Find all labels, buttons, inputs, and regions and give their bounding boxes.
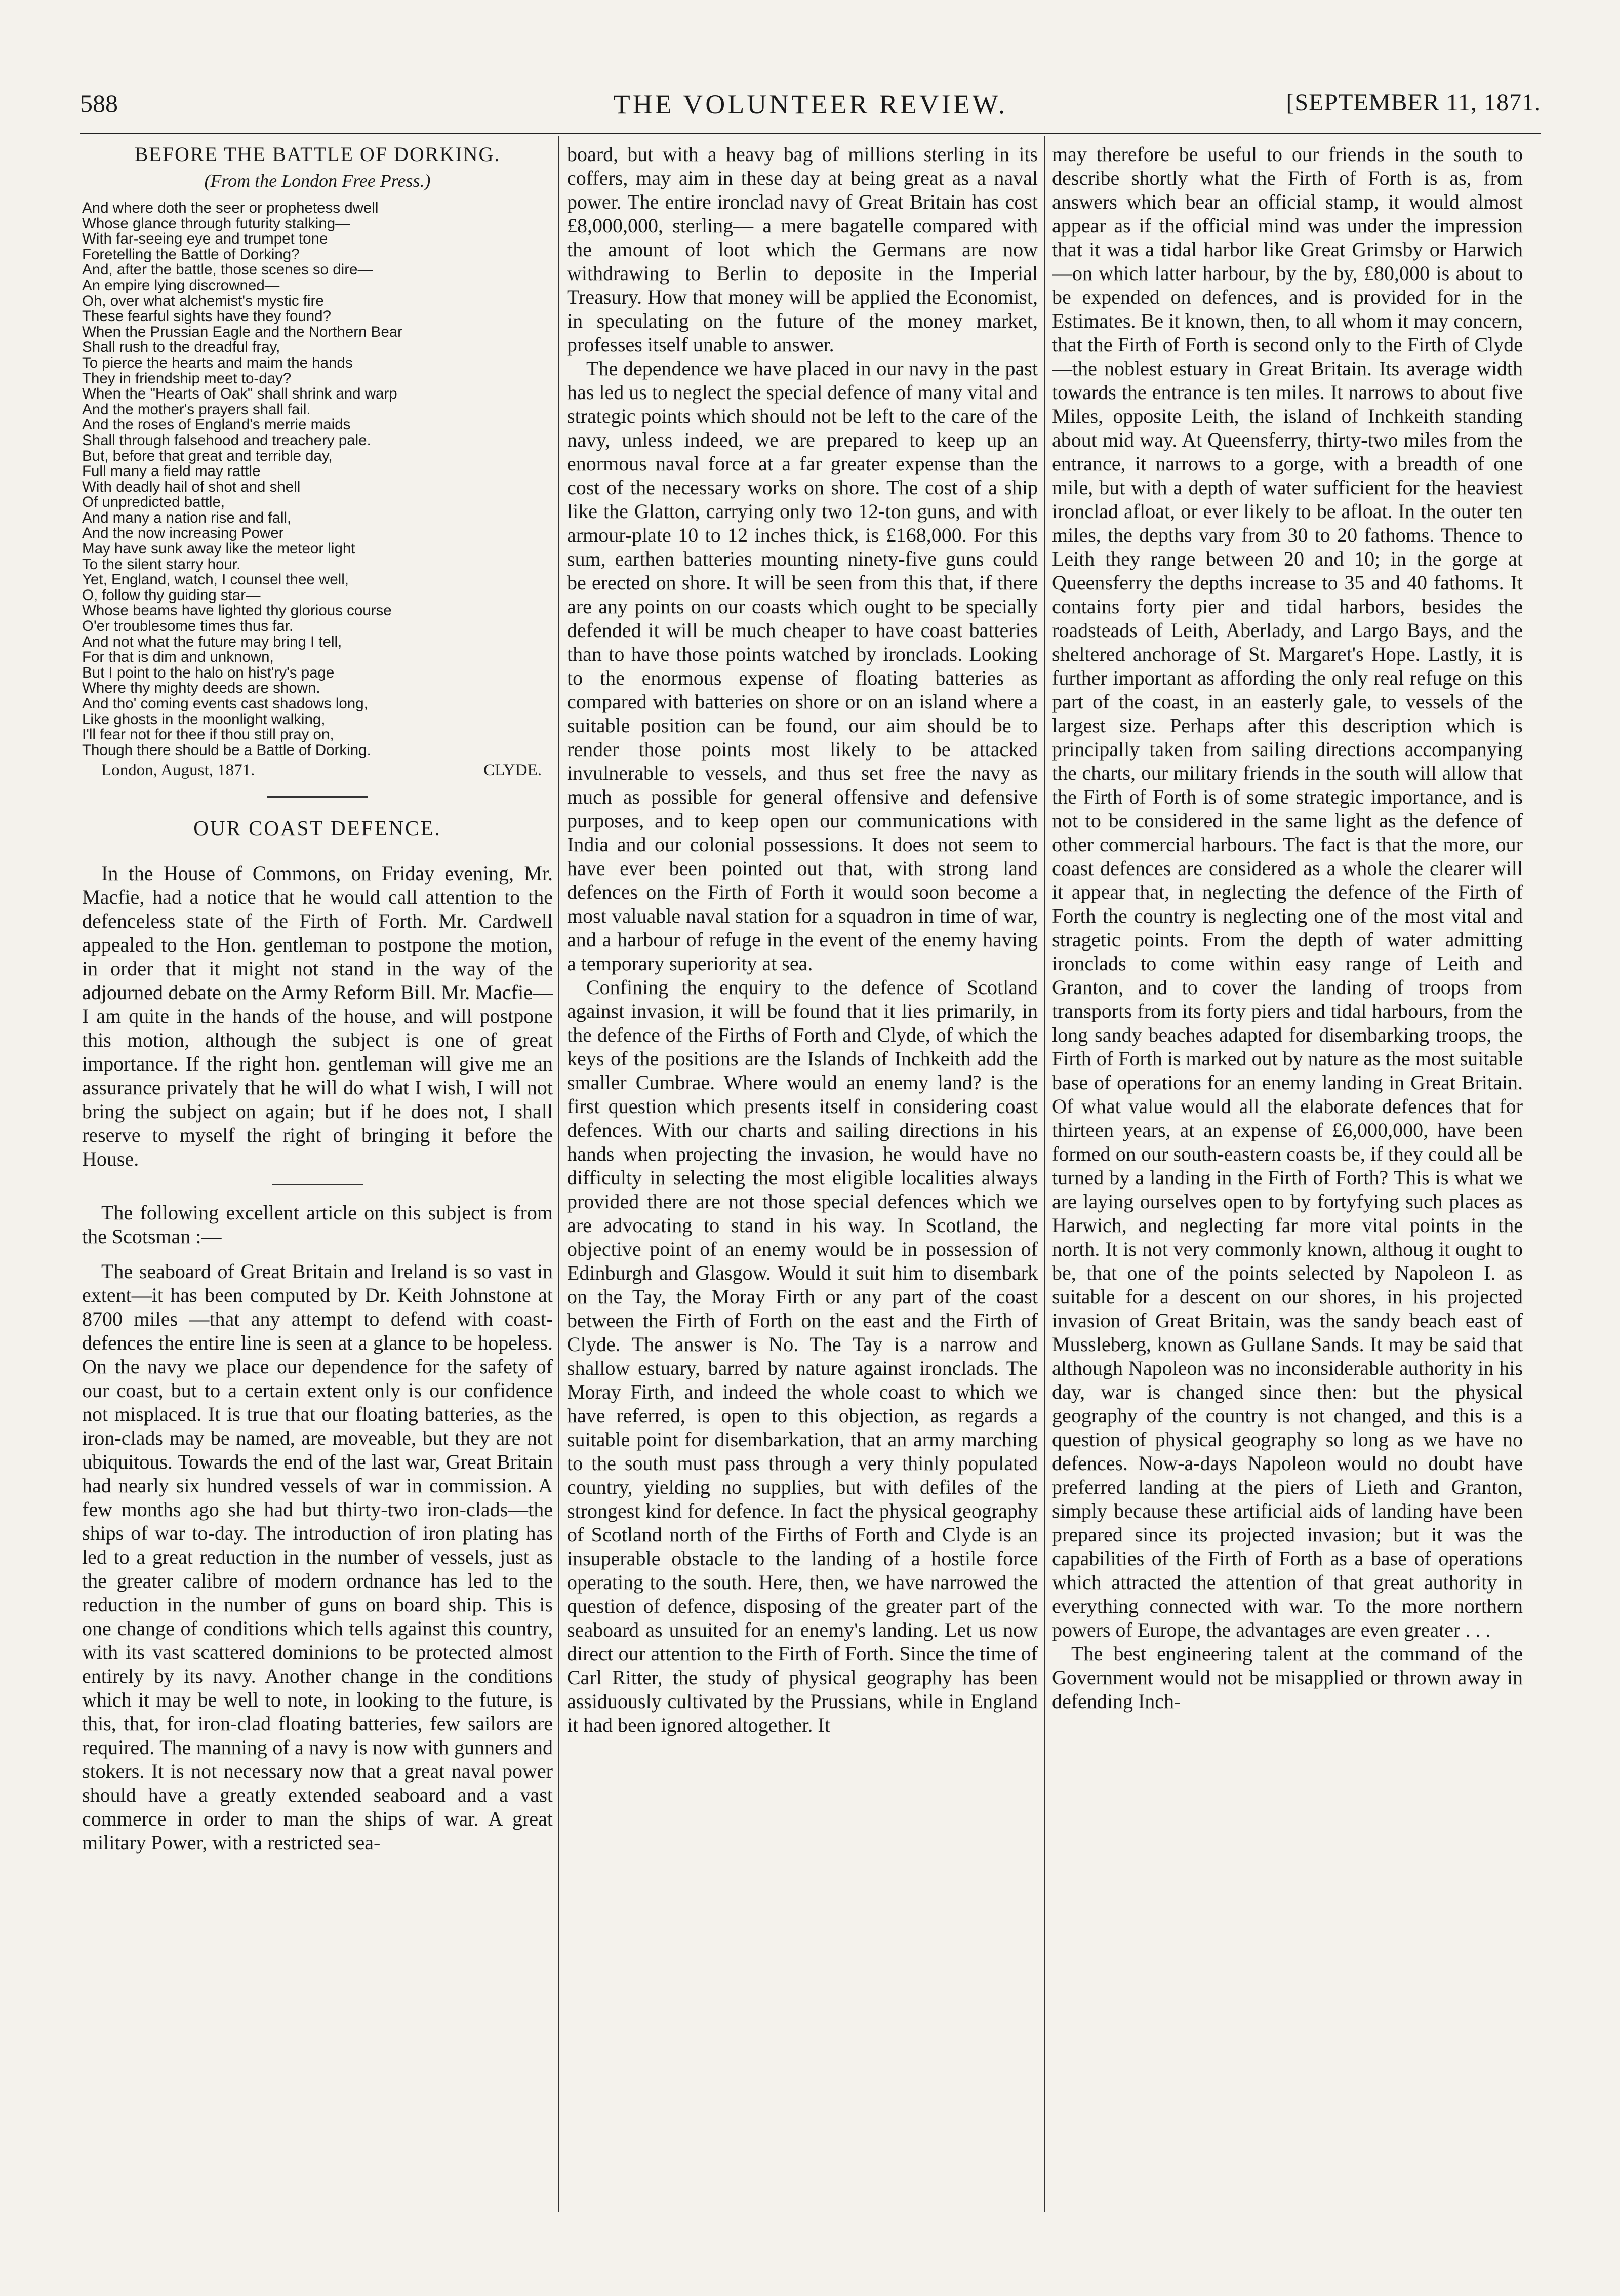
paragraph-rule (272, 1184, 363, 1185)
article-paragraph: The dependence we have placed in our navy in the past has led us to neglect the special defence of many vital and strategic points which should not be left to the care of the navy, unless indeed, we are prepared to keep up an enormous naval force at a far greater expense than the cost of the necessary works on shore. The cost of a ship like the Glatton, carrying only two 12-ton guns, and with armour-plate 10 to 12 inches thick, is £168,000. For this sum, earthen batteries mounting ninety-five guns could be erected on shore. It will be seen from this that, if there are any points on our coasts which ought to be specially defended it will be much cheaper to have coast batteries than to have those points watched by ironclads. Looking to the enormous expense of floating batteries as compared with batteries on shore or on an island where a suitable position can be found, our aim should be to render those points most likely to be attacked invulnerable to vessels, and thus set free the navy as much as possible for general offensive and defensive purposes, and to keep open our communications with India and our colonial possessions. It does not seem to have ever been pointed out that, with strong land defences on the Firth of Forth it would soon become a most valuable naval station for a squadron in time of war, and a harbour of refuge in the event of the enemy having a temporary superiority at sea. (567, 357, 1038, 975)
poem-signature-line (82, 761, 553, 780)
header-rule (80, 133, 1541, 134)
poem-text: And where doth the seer or prophetess dwell Whose glance through futurity stalking— With far-seeing eye and trumpet tone Foretelling the Battle of Dorking? And, after the battle, those scenes so dire— An empire lying discrowned— Oh, over what alchemist's mystic fire These fearful sights have they found? When the Prussian Eagle and the Northern Bear Shall rush to the dreadful fray, To pierce the hearts and maim the hands They in friendship meet to-day? When the "Hearts of Oak" shall shrink and warp And the mother's prayers shall fail. And the roses of England's merrie maids Shall through falsehood and treachery pale. But, before that great and terrible day, Full many a field may rattle With deadly hail of shot and shell Of unpredicted battle, And many a nation rise and fall, And the now increasing Power May have sunk away like the meteor light To the silent starry hour. Yet, England, watch, I counsel thee well, O, follow thy guiding star— Whose beams have lighted thy glorious course O'er troublesome times thus far. And not what the future may bring I tell, For that is dim and unknown, But I point to the halo on hist'ry's page Where thy mighty deeds are shown. And tho' coming events cast shadows long, Like ghosts in the moonlight walking, I'll fear not for thee if thou still pray on, Though there should be a Battle of Dorking. (82, 200, 402, 759)
article-paragraph: Confining the enquiry to the defence of Scotland against invasion, it will be found that it lies primarily, in the defence of the Firths of Forth and Clyde, of which the keys of the positions are the Islands of Inchkeith add the smaller Cumbrae. Where would an enemy land? is the first question which presents itself in considering coast defences. With our charts and sailing directions in his hands when projecting the invasion, he would have no difficulty in selecting the most eligible localities always provided there are not those special defences which we are advocating to stand in his way. In Scotland, the objective point of an enemy would be in possession of Edinburgh and Glasgow. Would it suit him to disembark on the Tay, the Moray Firth or any part of the coast between the Firth of Forth on the east and the Firth of Clyde. The answer is No. The Tay is a narrow and shallow estuary, barred by nature against ironclads. The Moray Firth, and indeed the whole coast to which we have referred, is open to this objection, as regards a suitable point for disembarkation, that an army marching to the south must pass through a very thinly populated country, yielding no supplies, but with defiles of the strongest kind for defence. In fact the physical geography of Scotland north of the Firths of Forth and Clyde is an insuperable obstacle to the landing of a hostile force operating to the south. Here, then, we have narrowed the question of defence, disposing of the greater part of the seaboard as unsuited for an enemy's landing. Let us now direct our attention to the Firth of Forth. Since the time of Carl Ritter, the study of physical geography has been assiduously cultivated by the Prussians, while in England it had been ignored altogether. It (567, 976, 1038, 1736)
issue-date: [SEPTEMBER 11, 1871. (1286, 89, 1541, 116)
column-divider-2 (1044, 136, 1045, 2212)
article-paragraph: In the House of Commons, on Friday evening, Mr. Macfie, had a notice that he would call attention to the defenceless state of the Firth of Forth. Mr. Cardwell appealed to the Hon. gentleman to postpone the motion, in order that it might not stand in the way of the adjourned debate on the Army Reform Bill. Mr. Macfie—I am quite in the hands of the house, and will postpone this motion, although the subject is one of great importance. If the right hon. gentleman will give me an assurance privately that he will do what I wish, I will not bring the subject on again; but if he does not, I shall reserve to myself the right of bringing it before the House. (82, 862, 553, 1171)
poem-signature: CLYDE. (483, 761, 542, 780)
article-paragraph: board, but with a heavy bag of millions sterling in its coffers, may aim in these day at being great as a naval power. The entire ironclad navy of Great Britain has cost £8,000,000, sterling— a mere bagatelle compared with the amount of loot which the Germans are now withdrawing to Berlin to deposite in the Imperial Treasury. How that money will be applied the Economist, in speculating on the future of the money market, professes itself unable to answer. (567, 143, 1038, 356)
poem-place-date: London, August, 1871. (101, 761, 255, 780)
page-number: 588 (80, 89, 118, 117)
publication-title: THE VOLUNTEER REVIEW. (613, 89, 1008, 120)
article-paragraph: may therefore be useful to our friends in the south to describe shortly what the Firth of Forth is as, from answers which bear an official stamp, it would almost appear as if the official mind was under the impression that it was a tidal harbor like Great Grimsby or Harwich—on which latter harbour, by the by, £80,000 is about to be expended on defences, and is provided for in the Estimates. Be it known, then, to all whom it may concern, that the Firth of Forth is second only to the Firth of Clyde—the noblest estuary in Great Britain. Its average width towards the entrance is ten miles. It narrows to about five Miles, opposite Leith, the island of Inchkeith standing about mid way. At Queensferry, thirty-two miles from the entrance, it narrows to a gorge, with a breadth of one mile, but with a depth of water sufficient for the heaviest ironclad afloat, or ever likely to be afloat. In the outer ten miles, the depths vary from 30 to 20 fathoms. Thence to Leith they range between 20 and 10; in the gorge at Queensferry the depths increase to 35 and 40 fathoms. It contains forty pier and tidal harbors, besides the roadsteads of Leith, Aberlady, and Largo Bays, and the sheltered anchorage of St. Margaret's Hope. Lastly, it is further important as affording the only real refuge on this part of the coast, in an easterly gale, to vessels of the largest size. Perhaps after this description which is principally taken from sailing directions accompanying the charts, our military friends in the south will allow that the Firth of Forth is of some strategic importance, and is not to be considered in the same light as the defence of other commercial harbours. The fact is that the more, our coast defences are considered as a whole the clearer will it appear that, in neglecting the defence of the Firth of Forth the country is neglecting one of the most vital and stragetic points. From the depth of water admitting ironclads to come within easy range of Leith and Granton, and to cover the landing of troops from transports from its forty piers and tidal harbours, from the long sandy beaches adapted for disembarking troops, the Firth of Forth is marked out by nature as the most suitable base of operations for an enemy landing in Great Britain. Of what value would all the elaborate defences that for thirteen years, at an expense of £6,000,000, have been formed on our south-eastern coasts be, if they could all be turned by a landing in the Firth of Forth? This is what we are laying ourselves open to by fortyfying such places as Harwich, and neglecting far more vital points in the north. It is not very commonly known, althoug it ought to be, that one of the points selected by Napoleon I. as suitable for a descent on our shores, in his projected invasion of Great Britain, was the sandy beach east of Mussleberg, known as Gullane Sands. It may be said that although Napoleon was no inconsiderable authority in his day, war is changed since then: but the physical geography of the country is not changed, and this is a question of physical geography so long as we have no defences. Now-a-days Napoleon would no doubt have preferred landing at the piers of Lieth and Granton, simply because these artificial aids of landing have been prepared since its projected invasion; but it was the capabilities of the Firth of Forth as a base of operations which attracted the attention of that great authority in everything connected with war. To the more northern powers of Europe, the advantages are even greater . . . (1052, 143, 1523, 1641)
column-1 (82, 139, 553, 1854)
section-ornament (267, 796, 368, 798)
page-header (80, 89, 1541, 134)
column-divider-1 (558, 136, 559, 2212)
column-2 (567, 139, 1038, 1737)
article-title: OUR COAST DEFENCE. (193, 816, 441, 840)
poem-source: (From the London Free Press.) (204, 171, 431, 191)
article-paragraph: The seaboard of Great Britain and Ireland is so vast in extent—it has been computed by Dr. Keith Johnstone at 8700 miles —that any attempt to defend with coast-defences the entire line is seen at a glance to be hopeless. On the navy we place our dependence for the safety of our coast, but to a certain extent only is our confidence not misplaced. It is true that our floating batteries, as the iron-clads may be named, are moveable, but they are not ubiquitous. Towards the end of the last war, Great Britain had nearly six hundred vessels of war in commission. A few months ago she had but thirty-two iron-clads—the ships of war to-day. The introduction of iron plating has led to a great reduction in the number of vessels, just as the greater calibre of modern ordnance has led to the reduction in the number of guns on board ship. This is one change of conditions which tells against this country, with its vast scattered dominions to be protected almost entirely by its navy. Another change in the conditions which it may be well to note, in looking to the future, is this, that, for iron-clad floating batteries, few sailors are required. The manning of a navy is now with gunners and stokers. It is not necessary now that a great naval power should have a greatly extended seaboard and a vast commerce in order to man the ships of war. A great military Power, with a restricted sea- (82, 1260, 553, 1854)
article-paragraph: The best engineering talent at the command of the Government would not be misapplied or thrown away in defending Inch- (1052, 1642, 1523, 1713)
column-3 (1052, 139, 1523, 1713)
article-paragraph: The following excellent article on this subject is from the Scotsman :— (82, 1201, 553, 1248)
poem-title: BEFORE THE BATTLE OF DORKING. (134, 143, 501, 166)
